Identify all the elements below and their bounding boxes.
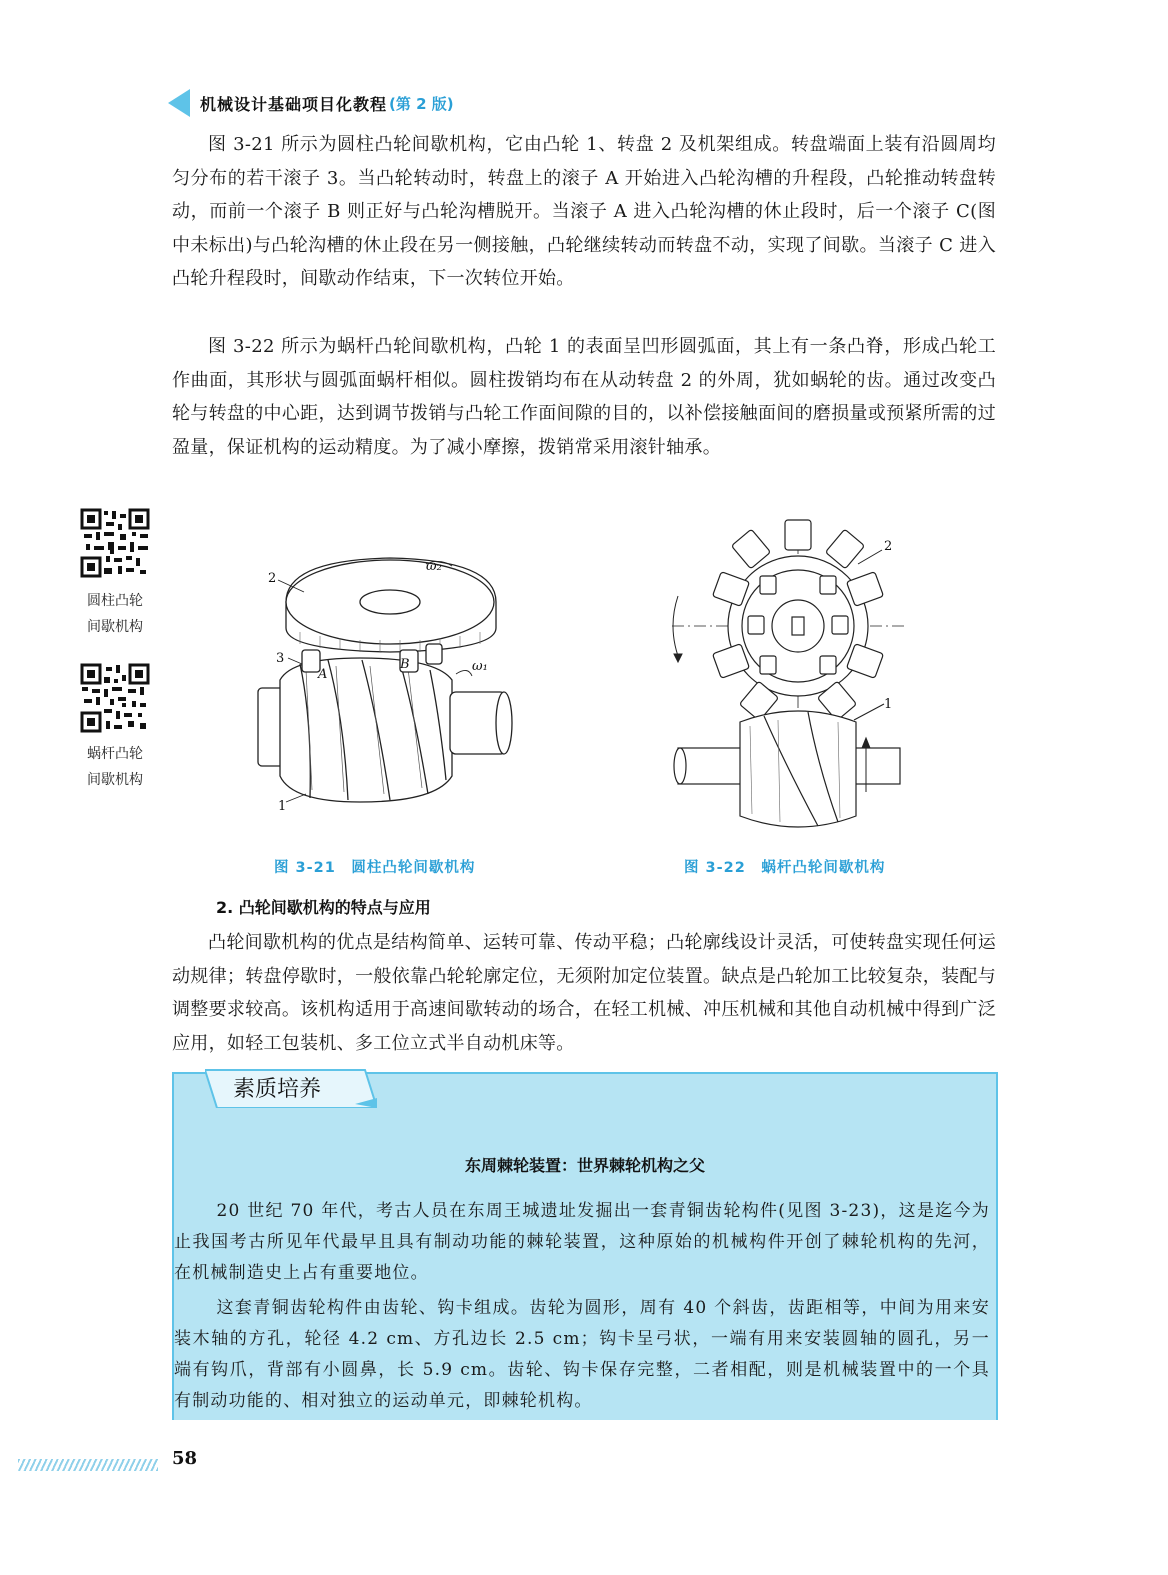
page-number: 58 — [172, 1448, 198, 1469]
fig21-label-w1: ω₁ — [472, 659, 488, 674]
fig21-label-w2: ω₂ — [426, 559, 442, 574]
qr-code-worm-cam[interactable] — [80, 663, 150, 733]
paragraph-fig21: 图 3-21 所示为圆柱凸轮间歇机构，它由凸轮 1、转盘 2 及机架组成。转盘端面上装有沿圆周均匀分布的若干滚子 3。当凸轮转动时，转盘上的滚子 A 开始进入凸轮沟槽的升程段，凸轮推动转盘转动，而前一个滚子 B 则正好与凸轮沟槽脱开。当滚子 A 进入凸轮沟槽的休止段时，后一个滚子 C(图中未标出)与凸轮沟槽的休止段在另一侧接触，凸轮继续转动而转盘不动，实现了间歇。当滚子 C 进入凸轮升程段时，间歇动作结束，下一次转位开始。 — [172, 134, 996, 289]
section-heading: 2. 凸轮间歇机构的特点与应用 — [216, 898, 431, 917]
fig21-label-B: B — [400, 657, 410, 672]
fig21-label-A: A — [318, 667, 328, 682]
figure-3-21-caption: 图 3-21 圆柱凸轮间歇机构 — [274, 860, 476, 876]
qr-code-cylindrical-cam[interactable] — [80, 508, 150, 578]
box-paragraph-2: 这套青铜齿轮构件由齿轮、钩卡组成。齿轮为圆形，周有 40 个斜齿，齿距相等，中间为用来安装木轴的方孔，轮径 4.2 cm、方孔边长 2.5 cm；钩卡呈弓状，一端有用来安装圆轴的圆孔，另一端有钩爪，背部有小圆鼻，长 5.9 cm。齿轮、钩卡保存完整，二者相配，则是机械装置中的一个具有制动功能的、相对独立的运动单元，即棘轮机构。 — [174, 1298, 990, 1411]
fig21-label-2: 2 — [268, 571, 277, 586]
paragraph-fig22: 图 3-22 所示为蜗杆凸轮间歇机构，凸轮 1 的表面呈凹形圆弧面，其上有一条凸脊，形成凸轮工作曲面，其形状与圆弧面蜗杆相似。圆柱拨销均布在从动转盘 2 的外周，犹如蜗轮的齿。通过改变凸轮与转盘的中心距，达到调节拨销与凸轮工作面间隙的目的，以补偿接触面间的磨损量或预紧所需的过盈量，保证机构的运动精度。为了减小摩擦，拨销常采用滚针轴承。 — [172, 336, 996, 458]
box-tab-label: 素质培养 — [233, 1077, 322, 1102]
fig21-label-3: 3 — [276, 651, 285, 666]
book-edition: (第 2 版) — [389, 94, 454, 113]
header-triangle-icon — [168, 89, 190, 117]
book-title: 机械设计基础项目化教程 — [200, 94, 388, 114]
section-paragraph: 凸轮间歇机构的优点是结构简单、运转可靠、传动平稳；凸轮廓线设计灵活，可使转盘实现任何运动规律；转盘停歇时，一般依靠凸轮轮廓定位，无须附加定位装置。缺点是凸轮加工比较复杂，装配与调整要求较高。该机构适用于高速间歇转动的场合，在轻工机械、冲压机械和其他自动机械中得到广泛应用，如轻工包装机、多工位立式半自动机床等。 — [172, 932, 996, 1054]
box-title: 东周棘轮装置：世界棘轮机构之父 — [464, 1156, 705, 1175]
running-header — [168, 88, 454, 118]
turntable-hole — [360, 590, 420, 614]
worm-cam — [740, 711, 856, 827]
fig22-label-2: 2 — [884, 539, 893, 554]
figure-3-22-worm-cam-drawing — [668, 516, 918, 836]
box-paragraph-1: 20 世纪 70 年代，考古人员在东周王城遗址发掘出一套青铜齿轮构件(见图 3-23)，这是迄今为止我国考古所见年代最早且具有制动功能的棘轮装置，这种原始的机械构件开创了棘轮机构的先河，在机械制造史上占有重要地位。 — [174, 1201, 990, 1283]
qr-caption-1-line2: 间歇机构 — [87, 619, 143, 635]
qr-caption-2-line2: 间歇机构 — [87, 772, 143, 788]
fig22-label-1: 1 — [884, 697, 893, 712]
figure-3-22-caption: 图 3-22 蜗杆凸轮间歇机构 — [684, 860, 886, 876]
figure-3-21-cylindrical-cam-drawing — [240, 540, 530, 830]
box-tab — [205, 1068, 377, 1108]
qr-caption-2-line1: 蜗杆凸轮 — [87, 746, 143, 762]
footer-hatch-decoration — [18, 1459, 158, 1471]
fig21-label-1: 1 — [278, 799, 287, 814]
qr-caption-1 — [70, 588, 160, 640]
qr-caption-2 — [70, 741, 160, 793]
qr-caption-1-line1: 圆柱凸轮 — [87, 593, 143, 609]
